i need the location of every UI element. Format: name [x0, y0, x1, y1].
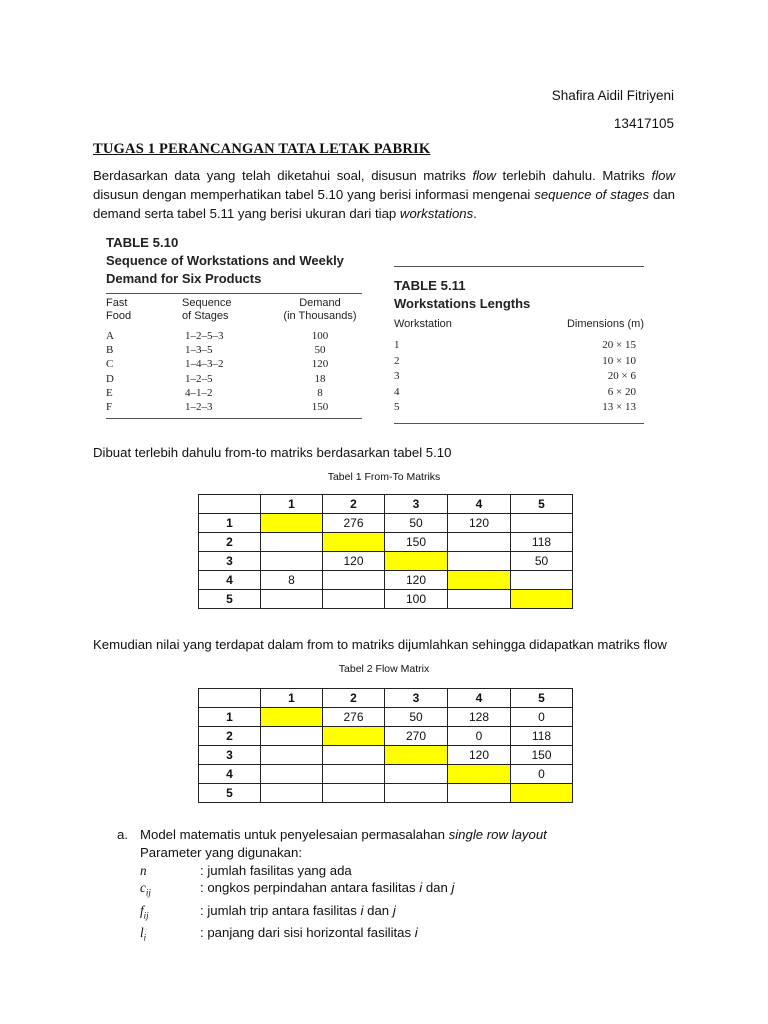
diagonal-cell	[385, 552, 448, 571]
table-row	[394, 338, 644, 354]
dimension-cell: 10 × 10	[602, 354, 636, 367]
matrix-cell	[261, 533, 323, 552]
matrix-col-header: 4	[448, 689, 511, 708]
food-cell: B	[106, 344, 114, 357]
matrix-cell: 50	[385, 708, 448, 727]
table-row	[394, 385, 644, 401]
matrix-cell	[323, 571, 385, 590]
matrix-col-header: 1	[261, 689, 323, 708]
demand-cell: 18	[314, 372, 326, 385]
sequence-cell: 1–4–3–2	[185, 358, 224, 371]
matrix-cell: 150	[511, 746, 573, 765]
matrix-row-header: 3	[199, 746, 261, 765]
dimension-cell: 6 × 20	[607, 385, 636, 398]
param-n: n : jumlah fasilitas yang ada	[140, 863, 352, 878]
matrix-cell: 150	[385, 533, 448, 552]
table-row	[106, 357, 362, 371]
table-5-11	[394, 266, 644, 424]
matrix-cell	[385, 765, 448, 784]
table-row	[394, 354, 644, 370]
matrix-row-header: 4	[199, 765, 261, 784]
workstation-cell: 4	[394, 385, 400, 398]
matrix-cell	[448, 590, 511, 609]
matrix-cell: 118	[511, 727, 573, 746]
demand-cell: 50	[314, 344, 326, 357]
table-5-10-body	[106, 329, 362, 414]
matrix-cell	[261, 765, 323, 784]
table-row	[106, 400, 362, 414]
col-header-sequence: Sequence of Stages	[182, 297, 232, 322]
sequence-cell: 1–3–5	[185, 344, 213, 357]
col-header-workstation: Workstation	[394, 318, 452, 330]
matrix-cell	[323, 590, 385, 609]
workstation-cell: 2	[394, 354, 400, 367]
matrix-cell: 120	[448, 514, 511, 533]
col-header-demand: Demand (in Thousands)	[283, 297, 357, 322]
diagonal-cell	[511, 590, 573, 609]
matrix-cell: 120	[385, 571, 448, 590]
matrix-cell: 128	[448, 708, 511, 727]
parameters-list	[140, 862, 454, 947]
matrix-cell	[385, 784, 448, 803]
sequence-cell: 1–2–3	[185, 400, 213, 413]
matrix-cell: 276	[323, 708, 385, 727]
author-name: Shafira Aidil Fitriyeni	[551, 88, 674, 103]
divider	[106, 293, 362, 294]
table-row	[199, 746, 573, 765]
divider	[394, 423, 644, 424]
table-5-10-title-1: Sequence of Workstations and Weekly	[106, 253, 344, 268]
matrix-header-row	[199, 689, 573, 708]
table-row	[106, 372, 362, 386]
parameters-label: Parameter yang digunakan:	[140, 845, 303, 860]
table-5-11-label: TABLE 5.11	[394, 278, 466, 293]
table-row	[199, 552, 573, 571]
matrix-cell	[323, 784, 385, 803]
food-cell: F	[106, 400, 113, 413]
table-row	[106, 343, 362, 357]
table-5-11-body	[394, 338, 644, 416]
table-row	[199, 727, 573, 746]
intro-paragraph: Berdasarkan data yang telah diketahui soal, disusun matriks flow terlebih dahulu. Matriks flow disusun dengan memperhatikan tabel 5.10 yang berisi informasi mengenai sequence of stages dan demand serta tabel 5.11 yang berisi ukuran dari tiap workstations.	[93, 168, 676, 221]
workstation-cell: 1	[394, 339, 400, 351]
workstation-cell: 5	[394, 401, 400, 413]
matrix-row-header: 5	[199, 784, 261, 803]
matrix-corner	[199, 689, 261, 708]
matrix-cell: 100	[385, 590, 448, 609]
matrix-cell	[448, 784, 511, 803]
dimension-cell: 20 × 6	[607, 370, 636, 382]
matrix-cell: 120	[323, 552, 385, 571]
diagonal-cell	[261, 708, 323, 727]
matrix-cell: 276	[323, 514, 385, 533]
caption-table-1: Tabel 1 From-To Matriks	[327, 471, 441, 483]
food-cell: C	[106, 358, 114, 371]
sentence-from-to: Dibuat terlebih dahulu from-to matriks berdasarkan tabel 5.10	[93, 445, 452, 460]
table-row	[199, 571, 573, 590]
matrix-row-header: 2	[199, 533, 261, 552]
sentence-flow: Kemudian nilai yang terdapat dalam from to matriks dijumlahkan sehingga didapatkan matriks flow	[93, 637, 667, 652]
matrix-cell	[261, 727, 323, 746]
food-cell: D	[106, 372, 114, 385]
matrix-cell	[511, 571, 573, 590]
matrix-cell	[323, 765, 385, 784]
caption-table-2: Tabel 2 Flow Matrix	[338, 663, 430, 675]
table-5-10-title-2: Demand for Six Products	[106, 271, 262, 286]
diagonal-cell	[448, 765, 511, 784]
diagonal-cell	[385, 746, 448, 765]
dimension-cell: 20 × 15	[602, 339, 636, 351]
table-row	[106, 386, 362, 400]
document-title: TUGAS 1 PERANCANGAN TATA LETAK PABRIK	[93, 141, 431, 157]
matrix-corner	[199, 495, 261, 514]
matrix-cell: 0	[511, 765, 573, 784]
matrix-col-header: 3	[385, 495, 448, 514]
matrix-cell: 120	[448, 746, 511, 765]
matrix-cell	[323, 746, 385, 765]
matrix-col-header: 5	[511, 495, 573, 514]
diagonal-cell	[323, 533, 385, 552]
table-row	[199, 590, 573, 609]
section-a-heading: Model matematis untuk penyelesaian permasalahan single row layout	[140, 827, 547, 842]
matrix-col-header: 4	[448, 495, 511, 514]
matrix-row-header: 5	[199, 590, 261, 609]
table-row	[106, 329, 362, 343]
matrix-col-header: 2	[323, 689, 385, 708]
matrix-cell: 118	[511, 533, 573, 552]
matrix-col-header: 3	[385, 689, 448, 708]
sequence-cell: 1–2–5–3	[185, 330, 224, 342]
sequence-cell: 4–1–2	[185, 386, 213, 399]
diagonal-cell	[511, 784, 573, 803]
table-row	[199, 514, 573, 533]
param-cij: $c_{ij}$ : ongkos perpindahan antara fasilitas i dan j	[140, 880, 455, 898]
matrix-cell: 0	[448, 727, 511, 746]
diagonal-cell	[448, 571, 511, 590]
table-5-10-label: TABLE 5.10	[106, 235, 179, 250]
dimension-cell: 13 × 13	[602, 401, 636, 413]
matrix-cell: 50	[511, 552, 573, 571]
col-header-fast-food: Fast Food	[106, 297, 132, 322]
matrix-cell: 50	[385, 514, 448, 533]
from-to-matrix	[198, 494, 573, 609]
matrix-row-header: 2	[199, 727, 261, 746]
matrix-row-header: 1	[199, 708, 261, 727]
divider	[106, 418, 362, 419]
table-row	[394, 400, 644, 416]
col-header-dimensions: Dimensions (m)	[566, 318, 644, 330]
list-marker: a.	[117, 827, 128, 842]
param-fij: $f_{ij}$ : jumlah trip antara fasilitas i dan j	[140, 902, 396, 921]
section-a	[117, 826, 547, 862]
matrix-cell	[261, 784, 323, 803]
divider	[394, 266, 644, 267]
table-5-11-title: Workstations Lengths	[394, 296, 531, 311]
matrix-col-header: 2	[323, 495, 385, 514]
matrix-cell	[261, 746, 323, 765]
table-row	[199, 765, 573, 784]
matrix-row-header: 1	[199, 514, 261, 533]
param-li: $l_i$ : panjang dari sisi horizontal fasilitas i	[140, 925, 418, 943]
flow-matrix	[198, 688, 573, 803]
table-row	[394, 369, 644, 385]
matrix-cell	[448, 533, 511, 552]
matrix-row-header: 4	[199, 571, 261, 590]
matrix-row-header: 3	[199, 552, 261, 571]
table-row	[199, 708, 573, 727]
matrix-cell	[448, 552, 511, 571]
table-row	[199, 784, 573, 803]
diagonal-cell	[323, 727, 385, 746]
matrix-header-row	[199, 495, 573, 514]
table-5-10	[106, 234, 362, 419]
student-id: 13417105	[613, 116, 674, 131]
matrix-cell: 0	[511, 708, 573, 727]
sequence-cell: 1–2–5	[185, 372, 213, 385]
matrix-cell: 270	[385, 727, 448, 746]
demand-cell: 8	[317, 386, 323, 399]
workstation-cell: 3	[394, 370, 400, 382]
matrix-col-header: 1	[261, 495, 323, 514]
food-cell: A	[106, 330, 114, 342]
matrix-cell	[511, 514, 573, 533]
diagonal-cell	[261, 514, 323, 533]
demand-cell: 150	[311, 400, 329, 413]
demand-cell: 120	[311, 358, 329, 371]
matrix-col-header: 5	[511, 689, 573, 708]
matrix-cell	[261, 552, 323, 571]
matrix-cell: 8	[261, 571, 323, 590]
demand-cell: 100	[311, 330, 329, 342]
food-cell: E	[106, 386, 113, 399]
matrix-cell	[261, 590, 323, 609]
table-row	[199, 533, 573, 552]
